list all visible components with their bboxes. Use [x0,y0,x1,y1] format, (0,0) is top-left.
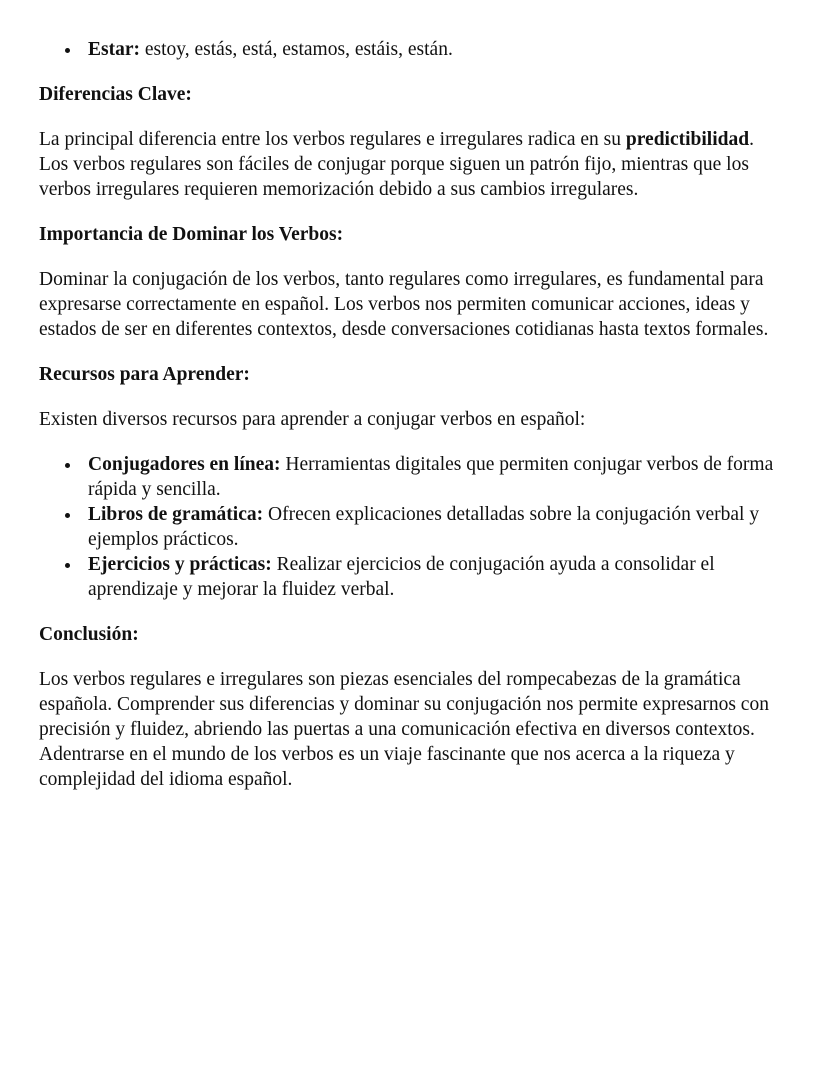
list-item-text: Ofrecen explicaciones detalladas sobre la conjugación verbal y ejemplos prácticos. [88,504,760,550]
paragraph-bold-term: predictibilidad [625,129,750,150]
paragraph-conclusion: Los verbos regulares e irregulares son piezas esenciales del rompecabezas de la gramática española. Comprender sus diferencias y dominar su conjugación nos permite expresarnos con precisión y fluidez, abriendo las puertas a una comunicación efectiva en diversos contextos. Adentrarse en el mundo de los verbos es un viaje fascinante que nos acerca a la riqueza y complejidad del idioma español. [39,669,769,790]
list-item-term: Libros de gramática: [88,504,264,525]
resources-list [39,452,788,602]
list-item-text: estoy, estás, está, estamos, estáis, están. [140,39,453,60]
list-item-text: Realizar ejercicios de conjugación ayuda a consolidar el aprendizaje y mejorar la fluidez verbal. [88,554,715,600]
list-item-term: Conjugadores en línea: [88,454,281,475]
list-item-term: Estar: [88,39,140,60]
heading-importancia: Importancia de Dominar los Verbos: [39,224,344,245]
list-item-resource [88,452,788,502]
paragraph-text: . Los verbos regulares son fáciles de conjugar porque siguen un patrón fijo, mientras que los verbos irregulares requieren memorización debido a sus cambios irregulares. [39,129,754,200]
list-item-resource [88,552,788,602]
heading-conclusion: Conclusión: [39,624,139,645]
paragraph-importancia: Dominar la conjugación de los verbos, tanto regulares como irregulares, es fundamental para expresarse correctamente en español. Los verbos nos permiten comunicar acciones, ideas y estados de ser en diferentes contextos, desde conversaciones cotidianas hasta textos formales. [39,269,769,340]
verb-list [39,37,788,62]
heading-diferencias: Diferencias Clave: [39,84,192,105]
paragraph-recursos-intro: Existen diversos recursos para aprender a conjugar verbos en español: [39,409,586,430]
heading-recursos: Recursos para Aprender: [39,364,250,385]
paragraph-diferencias [39,127,788,202]
list-item-estar [88,37,788,62]
paragraph-text: La principal diferencia entre los verbos regulares e irregulares radica en su [39,129,626,150]
list-item-term: Ejercicios y prácticas: [88,554,272,575]
list-item-text: Herramientas digitales que permiten conjugar verbos de forma rápida y sencilla. [88,454,774,500]
list-item-resource [88,502,788,552]
